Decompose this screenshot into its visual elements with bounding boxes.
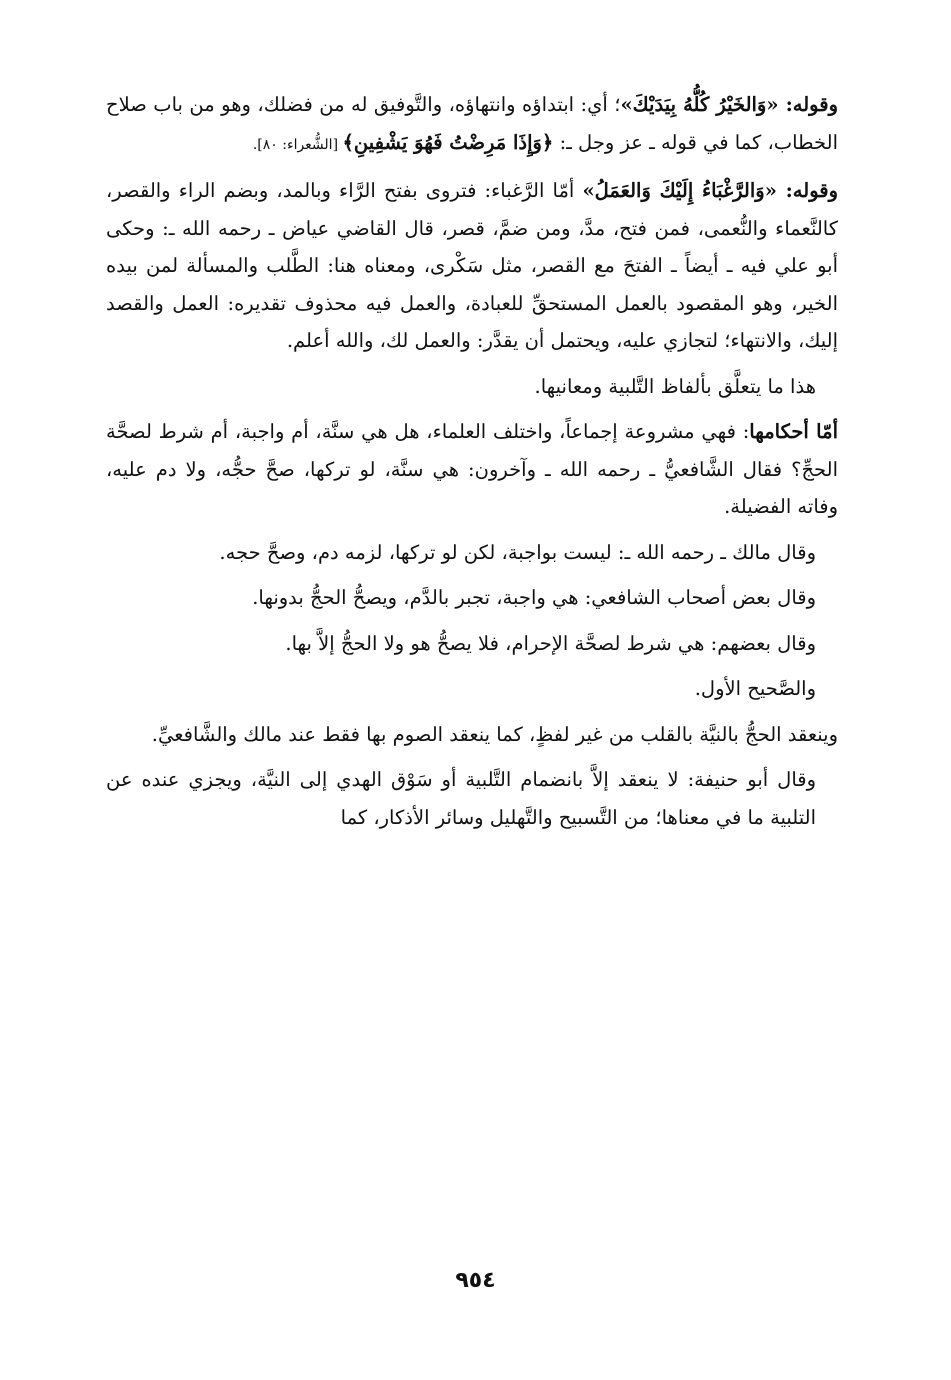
paragraph-7 [106, 625, 838, 663]
text-span: وقوله: [776, 179, 839, 202]
text-span: هذا ما يتعلَّق بألفاظ التَّلبية ومعانيها. [534, 374, 816, 398]
text-span: والصَّحيح الأول. [694, 677, 816, 700]
paragraph-5 [106, 534, 838, 572]
paragraph-3 [106, 368, 838, 406]
text-span: ؛ أي: ابتداؤه وانتهاؤه، والتَّوفيق له من فضلك، وهو من باب صلاح الخطاب، كما في قوله ـ عز وجل ـ: [106, 93, 838, 154]
text-span: أمّا الرَّغباء: فتروى بفتح الرَّاء وبالمد، وبضم الراء والقصر، كالنَّعماء والنُّعمى، فمن فتح، مدَّ، ومن ضمَّ، قصر، قال القاضي عياض ـ رحمه الله ـ: وحكى أبو علي فيه ـ أيضاً ـ الفتحَ مع القصر، مثل سَكْرى، ومعناه هنا: الطَّلب والمسألة لمن بيده الخير، وهو المقصود بالعمل المستحقِّ للعبادة، والعمل فيه محذوف تقديره: العمل والقصد إليك، والانتهاء؛ لتجازي عليه، ويحتمل أن يقدَّر: والعمل لك، والله أعلم. [106, 179, 838, 352]
quran-quote: ﴿وَإِذَا مَرِضْتُ فَهُوَ يَشْفِينِ﴾ [342, 130, 554, 154]
paragraph-1 [106, 86, 838, 164]
text-span: وقال بعض أصحاب الشافعي: هي واجبة، تجبر بالدَّم، ويصحُّ الحجُّ بدونها. [252, 586, 816, 609]
paragraph-9 [106, 716, 838, 754]
section-heading-inline: أمّا أحكامها [749, 420, 838, 443]
paragraph-4 [106, 413, 838, 526]
paragraph-8 [106, 670, 838, 708]
text-span: وقال أبو حنيفة: لا ينعقد إلاَّ بانضمام التَّلبية أو سَوْق الهدي إلى النيَّة، ويجزي عنده عن التلبية ما في معناها؛ من التَّسبيح والتَّهليل وسائر الأذكار، كما [106, 768, 816, 829]
text-span: وينعقد الحجُّ بالنيَّة بالقلب من غير لفظٍ، كما ينعقد الصوم بها فقط عند مالك والشَّافعيِّ. [151, 722, 838, 746]
paragraph-6 [106, 579, 838, 617]
page-number: ٩٥٤ [455, 1268, 496, 1293]
hadith-quote: «وَالخَيْرُ كُلُّهُ بِيَدَيْكَ» [620, 93, 779, 116]
paragraph-10 [106, 761, 838, 836]
hadith-quote: «وَالرَّغْبَاءُ إِلَيْكَ وَالعَمَلُ» [582, 179, 777, 202]
text-span: : فهي مشروعة إجماعاً، واختلف العلماء، هل هي سنَّة، أم واجبة، أم شرط لصحَّة الحجِّ؟ فقال الشَّافعيُّ ـ رحمه الله ـ وآخرون: هي سنَّة، لو تركها، صحَّ حجُّه، ولا دم عليه، وفاته الفضيلة. [106, 420, 838, 518]
text-span: وقوله: [778, 93, 838, 116]
quran-reference: [الشُّعراء: ٨٠]. [252, 136, 343, 153]
paragraph-2 [106, 172, 838, 360]
text-span: وقال بعضهم: هي شرط لصحَّة الإحرام، فلا يصحُّ هو ولا الحجُّ إلاَّ بها. [285, 631, 816, 655]
page-body [106, 86, 838, 844]
text-span: وقال مالك ـ رحمه الله ـ: ليست بواجبة، لكن لو تركها، لزمه دم، وصحَّ حجه. [219, 540, 816, 564]
